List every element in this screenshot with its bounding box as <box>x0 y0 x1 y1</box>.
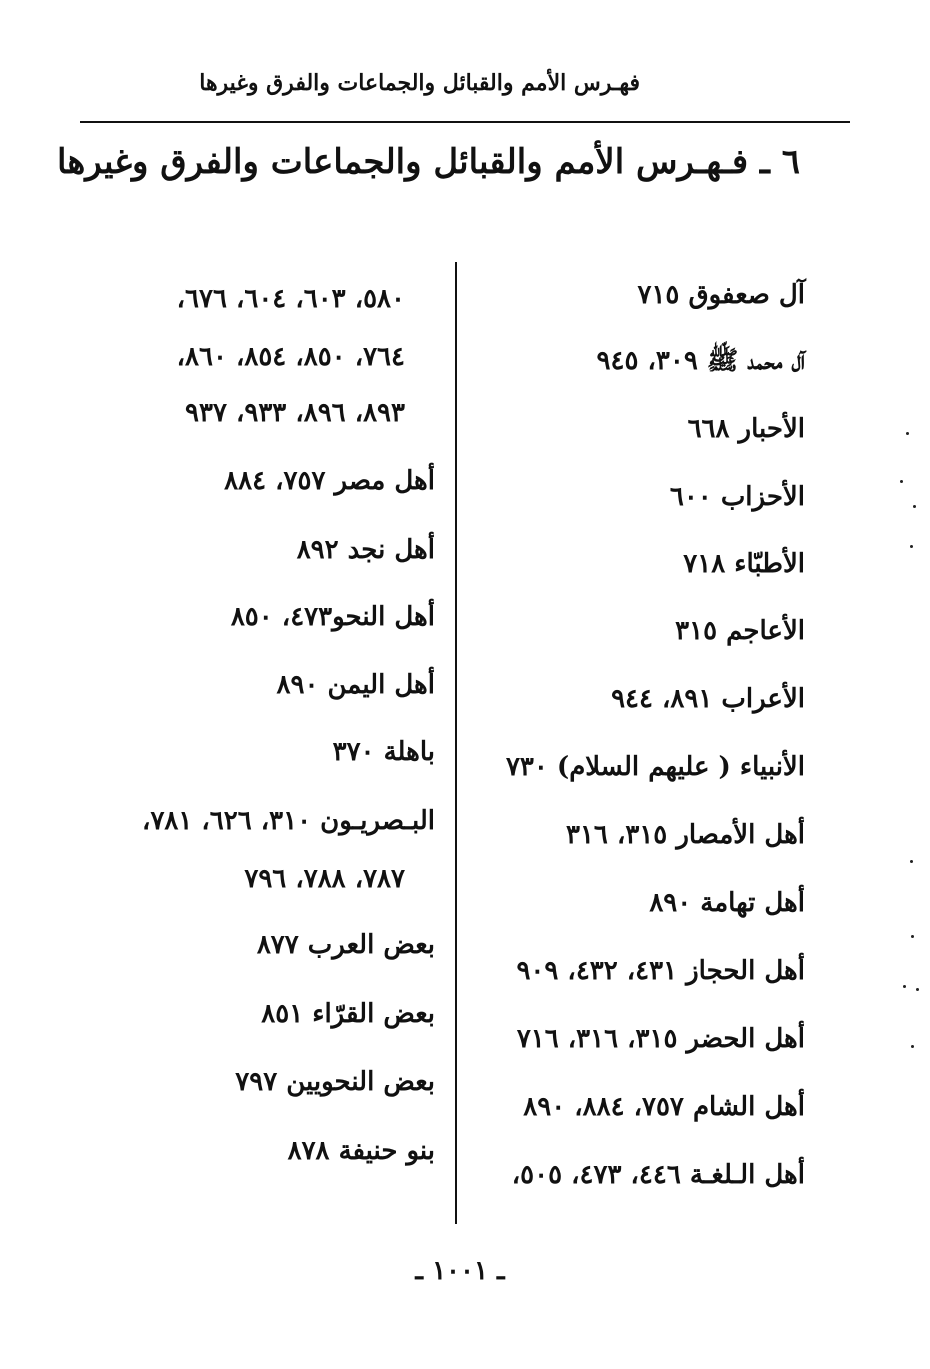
index-entry: الأحزاب ٦٠٠ <box>669 482 805 512</box>
header-rule <box>80 121 850 123</box>
scan-speck <box>900 480 903 483</box>
scan-speck <box>911 935 914 938</box>
index-entry: آل محمد ﷺ ٣٠٩، ٩٤٥ <box>596 346 805 376</box>
index-entry: أهل الـلغـة ٤٤٦، ٤٧٣، ٥٠٥، <box>511 1160 805 1190</box>
index-entry: أهل الشام ٧٥٧، ٨٨٤، ٨٩٠ <box>523 1092 805 1122</box>
index-entry: آل صعفوق ٧١٥ <box>637 280 805 310</box>
index-entry: أهل نجد ٨٩٢ <box>296 535 435 565</box>
index-entry: أهل الحجاز ٤٣١، ٤٣٢، ٩٠٩ <box>516 956 805 986</box>
scan-speck <box>916 988 919 991</box>
page-title: ٦ ـ فـهـرس الأمم والقبائل والجماعات والفرق وغيرها <box>56 142 800 182</box>
scan-speck <box>911 1045 914 1048</box>
index-entry: أهل مصر ٧٥٧، ٨٨٤ <box>224 466 435 496</box>
index-entry: بعض العرب ٨٧٧ <box>256 930 435 960</box>
index-entry-continuation: ٧٨٧، ٧٨٨، ٧٩٦ <box>244 864 405 894</box>
index-entry-continuation: ٧٦٤، ٨٥٠، ٨٥٤، ٨٦٠، <box>176 342 405 372</box>
scan-speck <box>913 505 916 508</box>
scan-speck <box>910 545 913 548</box>
page-number: ـ ١٠٠١ ـ <box>415 1256 505 1286</box>
index-entry: باهلة ٣٧٠ <box>332 737 435 767</box>
column-divider <box>455 262 457 1224</box>
index-entry: الأعراب ٨٩١، ٩٤٤ <box>611 684 805 714</box>
index-entry-continuation: ٥٨٠، ٦٠٣، ٦٠٤، ٦٧٦، <box>176 284 405 314</box>
index-entry: الأنبياء ( عليهم السلام) ٧٣٠ <box>505 752 805 782</box>
scan-speck <box>906 432 909 435</box>
index-entry: أهل الحضر ٣١٥، ٣١٦، ٧١٦ <box>516 1024 805 1054</box>
index-entry: أهل تهامة ٨٩٠ <box>649 888 805 918</box>
index-entry: بعض النحويين ٧٩٧ <box>235 1067 435 1097</box>
scan-speck <box>903 985 906 988</box>
index-entry: الأعاجم ٣١٥ <box>675 616 805 646</box>
scan-speck <box>910 860 913 863</box>
index-entry: البـصريـون ٣١٠، ٦٢٦، ٧٨١، <box>142 806 435 836</box>
index-entry: الأطبّاء ٧١٨ <box>683 549 805 579</box>
index-entry: أهل اليمن ٨٩٠ <box>276 670 435 700</box>
index-entry: الأحبار ٦٦٨ <box>687 414 805 444</box>
running-head: فهـرس الأمم والقبائل والجماعات والفرق وغيرها <box>199 70 640 96</box>
index-entry: أهل النحو٤٧٣، ٨٥٠ <box>230 602 435 632</box>
index-entry: أهل الأمصار ٣١٥، ٣١٦ <box>566 820 805 850</box>
index-entry: بعض القرّاء ٨٥١ <box>261 999 435 1029</box>
index-entry-continuation: ٨٩٣، ٨٩٦، ٩٣٣، ٩٣٧ <box>185 398 405 428</box>
index-entry: بنو حنيفة ٨٧٨ <box>287 1136 435 1166</box>
